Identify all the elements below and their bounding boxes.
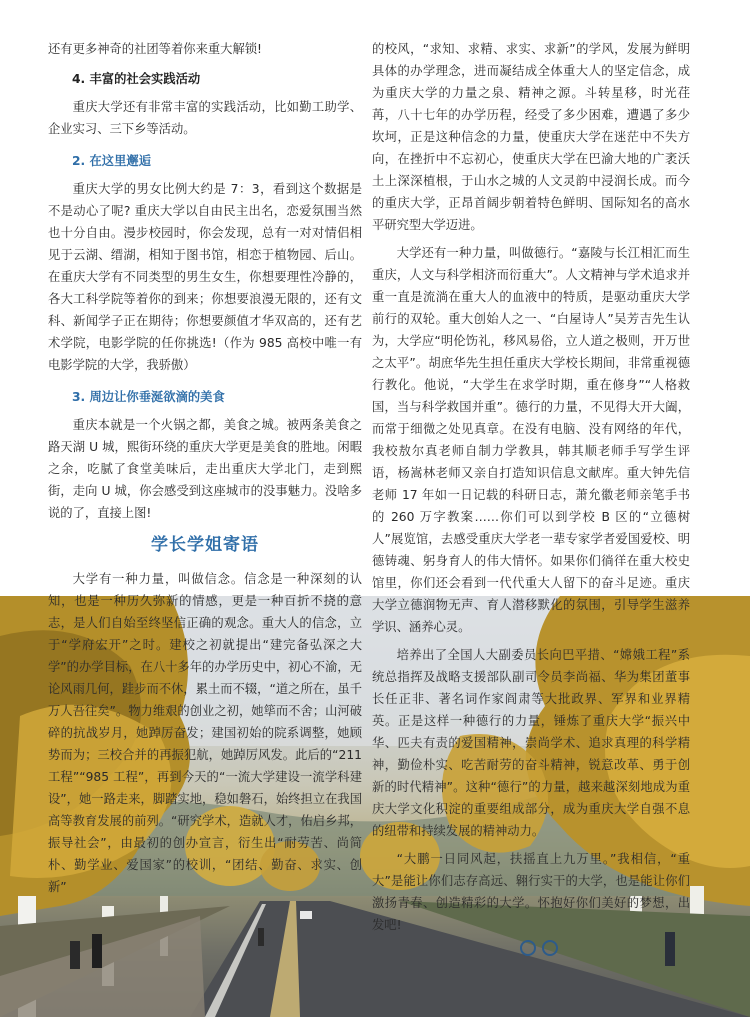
right-column — [372, 38, 690, 942]
continued-paragraph: 的校风，“求知、求精、求实、求新”的学风，发展为鲜明具体的办学理念，进而凝结成全体重大人的坚定信念，成为重庆大学的力量之泉、精神之源。斗转星移，时光荏苒，八十七年的办学历程，经受了多少困难，遭遇了多少坎坷，正是这种信念的力量，使重庆大学在迷茫中不失方向，在挫折中不忘初心，使重庆大学在巴渝大地的广袤沃土上深深植根，于山水之城的人文灵韵中浸润长成。而今的重庆大学，正昂首阔步朝着特色鲜明、国际知名的高水平研究型大学迈进。 — [372, 42, 690, 232]
food-paragraph: 重庆本就是一个火锅之都，美食之城。被两条美食之路天湖 U 城，熙街环绕的重庆大学更是美食的胜地。闲暇之余，吃腻了食堂美味后，走出重庆大学北门，走到熙街，走向 U 城，你会感受到这座城市的没事魅力。没啥多说的了，直接上图! — [48, 418, 362, 520]
alumni-paragraph: 培养出了全国人大副委员长向巴平措、“嫦娥工程”系统总指挥及战略支援部队副司令员李尚福、华为集团董事长任正非、著名词作家阎肃等大批政界、军界和业界精英。正是这样一种德行的力量，锤炼了重庆大学“振兴中华、匹夫有责的爱国精神，崇尚学术、追求真理的科学精神，勤俭朴实、吃苦耐劳的奋斗精神，锐意改革、勇于创新的时代精神”。这种“德行”的力量，越来越深刻地成为重庆大学文化积淀的重要组成部分，成为重庆大学自强不息的纽带和持续发展的精神动力。 — [372, 648, 690, 838]
faith-paragraph: 大学有一种力量，叫做信念。信念是一种深刻的认知，也是一种历久弥新的情感，更是一种百折不挠的意志，是人们自始至终坚信正确的观念。重大人的信念，立于“学府宏开”之时。建校之初就提出“建完备弘深之大学”的办学目标，在八十多年的办学历史中，初心不渝，无论风雨几何，跬步而不休，累土而不辍，“道之所在，虽千万人吾往矣”。物力维艰的创业之初，她筚而不舍；山河破碎的抗战岁月，她踔厉奋发；建国初始的院系调整，她顾势而为；三校合并的再振犯航，她踔厉风发。此后的“211 工程”“985 工程”，再到今天的“一流大学建设一流学科建设”，她一路走来，脚踏实地，稳如磐石，始终担立在我国高等教育发展的前列。“研究学术，造就人才，佑启乡邦，振导社会”，由最初的创办宣言，衍生出“耐劳苦、尚简朴、勤学业、爱国家”的校训，“团结、勤奋、求实、创新” — [48, 572, 362, 894]
closing-paragraph: “大鹏一日同风起，扶摇直上九万里。”我相信，“重大”是能让你们志存高远、翱行实干的大学，也是能让你们激扬青春、创造精彩的大学。怀抱好你们美好的梦想，出发吧! — [372, 852, 690, 932]
virtue-paragraph: 大学还有一种力量，叫做德行。“嘉陵与长江相汇而生重庆，人文与科学相济而衍重大”。人文精神与学术追求并重一直是流淌在重大人的血液中的特质，是驱动重庆大学前行的双轮。重大创始人之一、“白屋诗人”吴芳吉先生认为，大学应“明伦饬礼，移风易俗，立人道之极则，开万世之太平”。胡庶华先生担任重庆大学校长期间，非常重视德行教化。他说，“大学生在求学时期，重在修身”“人格救国，当与科学救国并重”。德行的力量，不见得大开大阖，而常于细微之处见真章。在没有电脑、没有网络的年代，我校敖尔真老师自制力学教具，韩其顺老师手写学生评语，杨嵩林老师又亲自打造知识信息文献库。重大钟先信老师 17 年如一日记载的科研日志，萧允徽老师亲笔手书的 260 万字教案……你们可以到学校 B 区的“立德树人”展览馆，去感受重庆大学老一辈专家学者爱国爱校、明德铸魂、躬身育人的伟大情怀。如果你们徜徉在重大校史馆里，你们还会看到一代代重大人留下的奋斗足迹。重庆大学立德润物无声、育人潜移默化的氛围，引导学生滋养学识、涵养心灵。 — [372, 246, 690, 634]
heading-food: 3. 周边让你垂涎欲滴的美食 — [72, 390, 225, 404]
meet-paragraph: 重庆大学的男女比例大约是 7：3，看到这个数据是不是动心了呢? 重庆大学以自由民主出名，恋爱氛围当然也十分自由。漫步校园时，你会发现，总有一对对情侣相见于云湖、缙湖，相知于图书馆，相恋于植物园、后山。在重庆大学有不同类型的男生女生，你想要理性冷静的，各大工科学院等着你的到来；你想要浪漫无限的，还有文科、新闻学子正在期待；你想要颜值才华双高的，还有艺术学院，电影学院的任你挑选!（作为 985 高校中唯一有电影学院的大学，我骄傲） — [48, 182, 362, 372]
heading-social-activities: 4. 丰富的社会实践活动 — [72, 72, 201, 86]
section-title-senior-message: 学长学姐寄语 — [151, 535, 259, 555]
intro-paragraph: 还有更多神奇的社团等着你来重大解锁! — [48, 42, 262, 56]
activities-paragraph: 重庆大学还有非常丰富的实践活动，比如勤工助学、企业实习、三下乡等活动。 — [48, 100, 362, 136]
heading-meet-here: 2. 在这里邂逅 — [72, 154, 151, 168]
left-column — [48, 38, 362, 904]
